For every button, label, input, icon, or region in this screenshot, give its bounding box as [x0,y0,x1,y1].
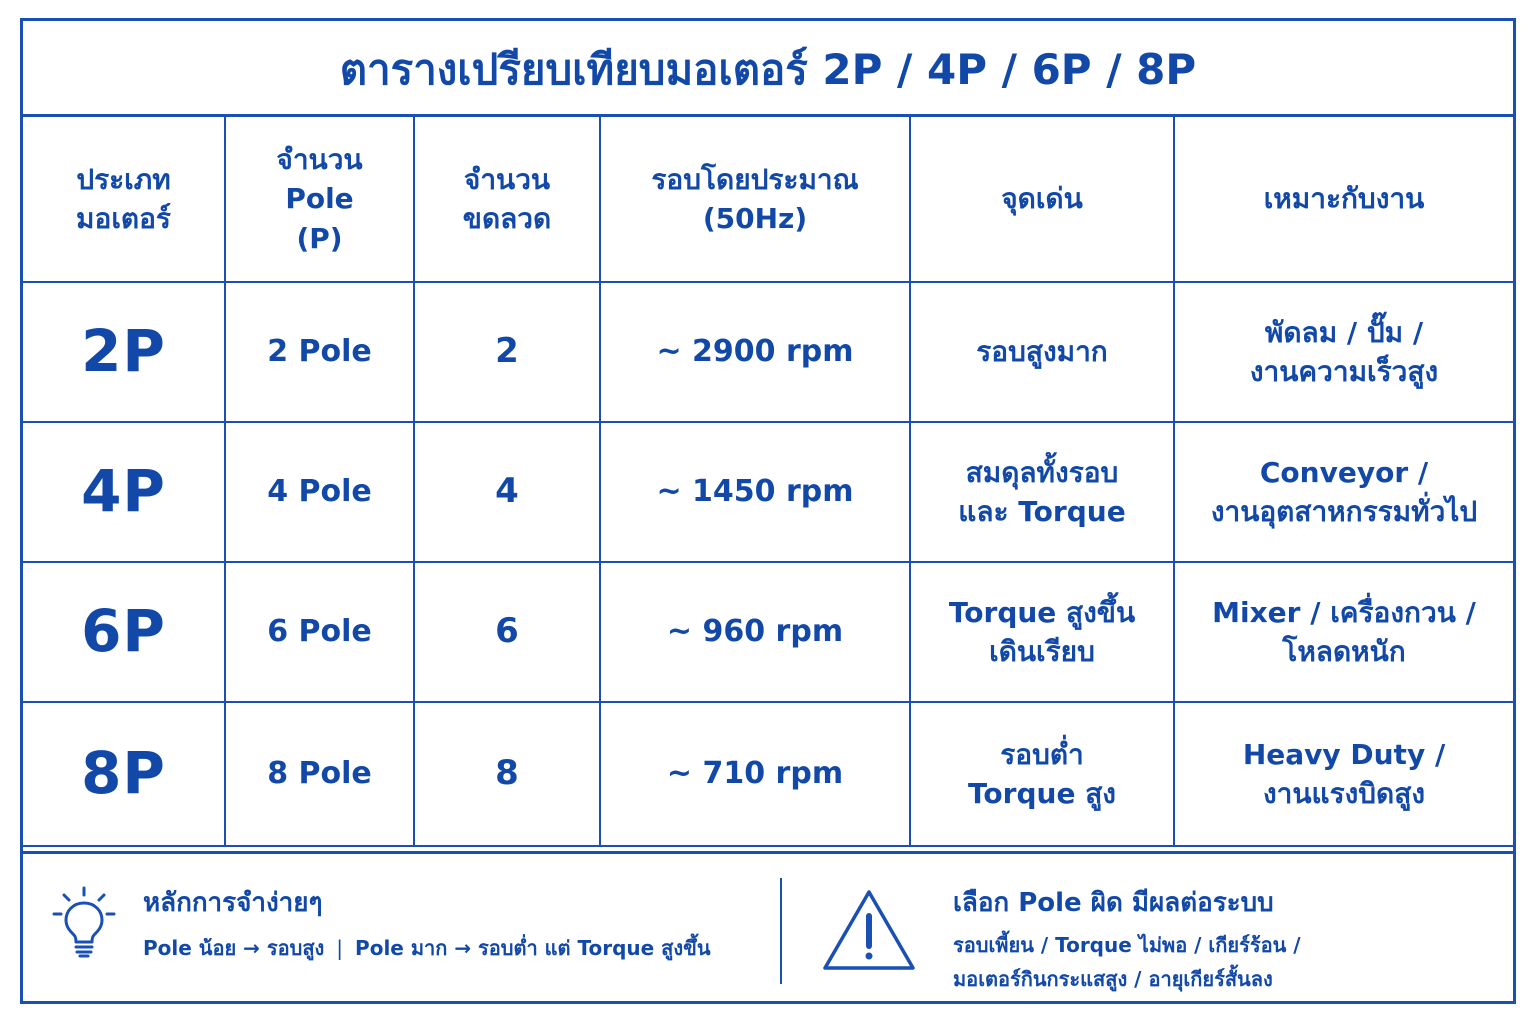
highlight-line: Torque สูง [968,777,1116,810]
table-row [23,562,1513,702]
header-line: รอบโดยประมาณ [651,162,859,196]
coil-cell: 4 [414,422,600,562]
header-line: จำนวน [276,143,363,177]
rpm-cell: ~ 1450 rpm [600,422,910,562]
usage-line: งานความเร็วสูง [1249,355,1439,388]
warning-line: มอเตอร์กินกระแสสูง / อายุเกียร์สั้นลง [953,967,1273,991]
table-row [23,422,1513,562]
usage-line: งานแรงบิดสูง [1262,777,1425,810]
motor-comparison-table [23,117,1513,847]
header-line: ขดลวด [462,202,552,235]
comparison-card [20,18,1516,1004]
header-highlight [910,117,1174,282]
usage-line: พัดลม / ปั๊ม / [1264,315,1424,349]
coil-cell: 6 [414,562,600,702]
highlight-line: เดินเรียบ [989,635,1095,668]
usage-cell [1174,422,1513,562]
pole-cell: 2 Pole [225,282,414,422]
lightbulb-icon [51,886,117,960]
usage-line: โหลดหนัก [1282,635,1406,668]
page-title: ตารางเปรียบเทียบมอเตอร์ 2P / 4P / 6P / 8P [23,21,1513,117]
header-line: จำนวน [463,162,551,196]
warning-line: รอบเพี้ยน / Torque ไม่พอ / เกียร์ร้อน / [953,933,1301,957]
header-line: ประเภท [76,162,171,196]
pole-cell: 6 Pole [225,562,414,702]
header-line: เหมาะกับงาน [1263,182,1425,216]
highlight-cell [910,702,1174,846]
tip-right: Pole มาก → รอบต่ำ แต่ Torque สูงขึ้น [355,936,711,960]
header-line: มอเตอร์ [76,202,171,235]
motor-type-cell: 4P [23,422,225,562]
highlight-line: รอบสูงมาก [976,335,1108,369]
warning-icon [821,888,917,972]
highlight-cell [910,422,1174,562]
header-approx-rpm [600,117,910,282]
header-line: (P) [296,221,343,255]
table-row [23,282,1513,422]
header-suitable-usage [1174,117,1513,282]
table-header-row [23,117,1513,282]
header-line: Pole [285,182,354,216]
rpm-cell: ~ 2900 rpm [600,282,910,422]
motor-type-cell: 6P [23,562,225,702]
pole-cell: 8 Pole [225,702,414,846]
rpm-cell: ~ 960 rpm [600,562,910,702]
table-row [23,702,1513,846]
footer-divider [780,878,782,984]
tip-separator: | [336,936,344,960]
header-motor-type [23,117,225,282]
header-coil-count [414,117,600,282]
usage-line: Conveyor / [1259,455,1429,489]
footer-notes [23,851,1513,1004]
header-line: จุดเด่น [1001,182,1083,216]
warning-title: เลือก Pole ผิด มีผลต่อระบบ [953,888,1274,918]
usage-cell [1174,562,1513,702]
tip-title: หลักการจำง่ายๆ [143,888,323,918]
rpm-cell: ~ 710 rpm [600,702,910,846]
highlight-line: สมดุลทั้งรอบ [965,455,1119,489]
highlight-line: Torque สูงขึ้น [948,595,1136,629]
pole-cell: 4 Pole [225,422,414,562]
coil-cell: 2 [414,282,600,422]
header-line: (50Hz) [702,202,808,235]
motor-type-cell: 2P [23,282,225,422]
tip-left: Pole น้อย → รอบสูง [143,936,325,960]
usage-line: งานอุตสาหกรรมทั่วไป [1210,495,1478,528]
motor-type-cell: 8P [23,702,225,846]
highlight-cell [910,282,1174,422]
usage-line: Mixer / เครื่องกวน / [1212,595,1476,629]
highlight-cell [910,562,1174,702]
tip-text [143,932,711,964]
warning-text [953,928,1301,996]
highlight-line: รอบต่ำ [1000,737,1084,771]
coil-cell: 8 [414,702,600,846]
usage-cell [1174,282,1513,422]
usage-line: Heavy Duty / [1242,737,1446,771]
usage-cell [1174,702,1513,846]
header-pole-count [225,117,414,282]
highlight-line: และ Torque [958,495,1126,528]
